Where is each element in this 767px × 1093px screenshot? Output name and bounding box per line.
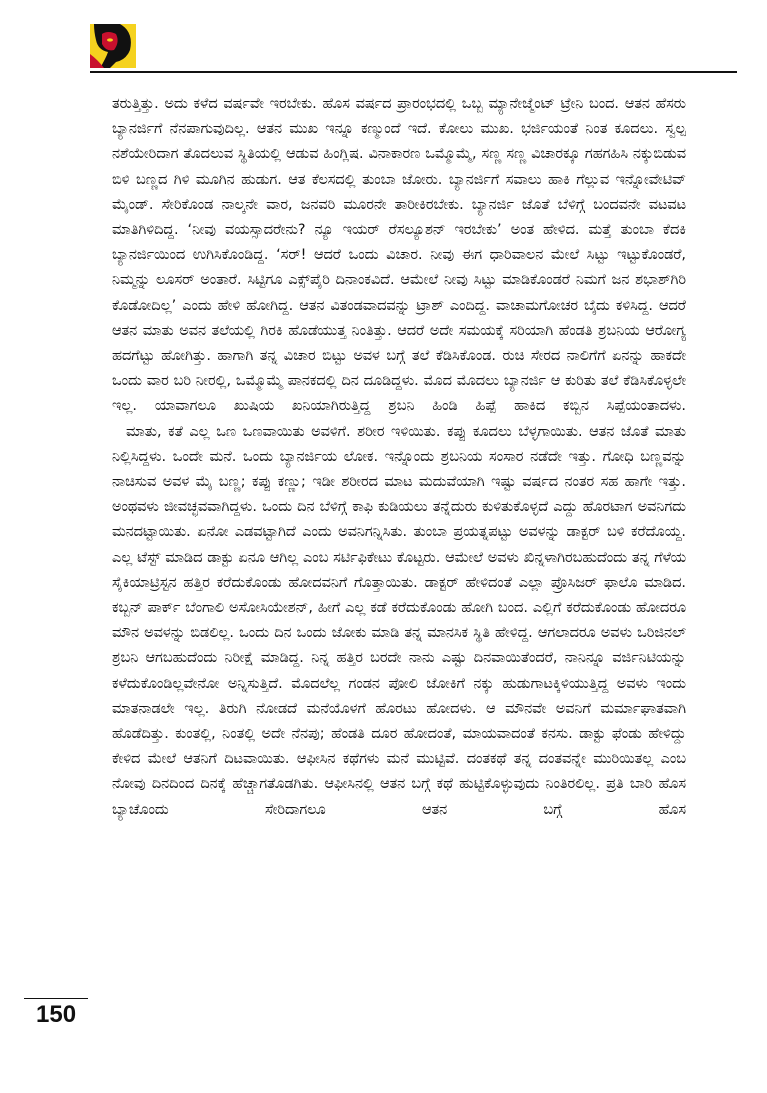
footer-rule xyxy=(24,998,88,999)
article-body xyxy=(112,92,686,823)
header-rule xyxy=(90,71,737,73)
magazine-logo-icon xyxy=(90,24,136,68)
paragraph-2: ಮಾತು, ಕತೆ ಎಲ್ಲ ಒಣ ಒಣವಾಯಿತು ಅವಳಿಗೆ. ಶರೀರ ಇಳಿಯಿತು. ಕಪ್ಪು ಕೂದಲು ಬೆಳ್ಳಗಾಯಿತು. ಆತನ ಜೊತೆ ಮಾತು ನಿಲ್ಲಿಸಿದ್ದಳು. ಒಂದೇ ಮನೆ. ಒಂದು ಬ್ಯಾನರ್ಜಿಯ ಲೋಕ. ಇನ್ನೊಂದು ಶ್ರಬನಿಯ ಸಂಸಾರ ನಡೆದೇ ಇತ್ತು. ಗೋಧಿ ಬಣ್ಣವನ್ನು ನಾಚಿಸುವ ಅವಳ ಮೈ ಬಣ್ಣ; ಕಪ್ಪು ಕಣ್ಣು; ಇಡೀ ಶರೀರದ ಮಾಟ ಮದುವೆಯಾಗಿ ಇಷ್ಟು ವರ್ಷದ ನಂತರ ಸಹ ಹಾಗೇ ಇತ್ತು. ಅಂಥವಳು ಜೀವಚ್ಛವವಾಗಿದ್ದಳು. ಒಂದು ದಿನ ಬೆಳಿಗ್ಗೆ ಕಾಫಿ ಕುಡಿಯಲು ತನ್ನೆದುರು ಕುಳಿತುಕೊಳ್ಳದೆ ಎದ್ದು ಹೊರಟಾಗ ಅವನಿಗದು ಮನದಟ್ಟಾಯಿತು. ಏನೋ ಎಡವಟ್ಟಾಗಿದೆ ಎಂದು ಅವನಿಗನ್ನಿಸಿತು. ತುಂಬಾ ಪ್ರಯತ್ನಪಟ್ಟು ಅವಳನ್ನು ಡಾಕ್ಟರ್ ಬಳಿ ಕರೆದೊಯ್ದ. ಎಲ್ಲ ಟೆಸ್ಟ್ ಮಾಡಿದ ಡಾಕ್ಟು ಏನೂ ಆಗಿಲ್ಲ ಎಂಬ ಸರ್ಟಿಫಿಕೇಟು ಕೊಟ್ಟರು. ಆಮೇಲೆ ಅವಳು ಖಿನ್ನಳಾಗಿರಬಹುದೆಂದು ತನ್ನ ಗೆಳೆಯ ಸೈಕಿಯಾಟ್ರಿಸ್ಟನ ಹತ್ತಿರ ಕರೆದುಕೊಂಡು ಹೋದವನಿಗೆ ಗೊತ್ತಾಯಿತು. ಡಾಕ್ಟರ್ ಹೇಳಿದಂತೆ ಎಲ್ಲಾ ಪ್ರೊಸಿಜರ್ ಫಾಲೊ ಮಾಡಿದ. ಕಬ್ಬನ್ ಪಾರ್ಕ್ ಬೆಂಗಾಲಿ ಅಸೋಸಿಯೇಶನ್, ಹೀಗೆ ಎಲ್ಲ ಕಡೆ ಕರೆದುಕೊಂಡು ಹೋಗಿ ಬಂದ. ಎಲ್ಲಿಗೆ ಕರೆದುಕೊಂಡು ಹೋದರೂ ಮೌನ ಅವಳನ್ನು ಬಿಡಲಿಲ್ಲ. ಒಂದು ದಿನ ಒಂದು ಜೋಕು ಮಾಡಿ ತನ್ನ ಮಾನಸಿಕ ಸ್ಥಿತಿ ಹೇಳಿದ್ದ. ಆಗಲಾದರೂ ಅವಳು ಒರಿಜಿನಲ್ ಶ್ರಬನಿ ಆಗಬಹುದೆಂದು ನಿರೀಕ್ಷೆ ಮಾಡಿದ್ದ. ನಿನ್ನ ಹತ್ತಿರ ಬರದೇ ನಾನು ಎಷ್ಟು ದಿನವಾಯಿತೆಂದರೆ, ನಾನಿನ್ನೂ ವರ್ಜಿನಿಟಿಯನ್ನು ಕಳೆದುಕೊಂಡಿಲ್ಲವೇನೋ ಅನ್ನಿಸುತ್ತಿದೆ. ಮೊದಲೆಲ್ಲ ಗಂಡನ ಪೋಲಿ ಜೋಕಿಗೆ ನಕ್ಕು ಹುಡುಗಾಟಕ್ಕಿಳಿಯುತ್ತಿದ್ದ ಅವಳು ಇಂದು ಮಾತನಾಡಲೇ ಇಲ್ಲ. ತಿರುಗಿ ನೋಡದೆ ಮನೆಯೊಳಗೆ ಹೊರಟು ಹೋದಳು. ಆ ಮೌನವೇ ಅವನಿಗೆ ಮರ್ಮಾಘಾತವಾಗಿ ಹೊಡೆದಿತ್ತು. ಕುಂತಲ್ಲಿ, ನಿಂತಲ್ಲಿ ಅದೇ ನೆನಪು; ಹೆಂಡತಿ ದೂರ ಹೋದಂತೆ, ಮಾಯವಾದಂತೆ ಕನಸು. ಡಾಕ್ಟು ಫೆಂಡು ಹೇಳಿದ್ದು ಕೇಳಿದ ಮೇಲೆ ಆತನಿಗೆ ದಿಟವಾಯಿತು. ಆಫೀಸಿನ ಕಥೆಗಳು ಮನೆ ಮುಟ್ಟಿವೆ. ದಂತಕಥೆ ತನ್ನ ದಂತವನ್ನೇ ಮುರಿಯಿತಲ್ಲ ಎಂಬ ನೋವು ದಿನದಿಂದ ದಿನಕ್ಕೆ ಹೆಚ್ಚಾಗತೊಡಗಿತು. ಆಫೀಸಿನಲ್ಲಿ ಆತನ ಬಗ್ಗೆ ಕಥೆ ಹುಟ್ಟಿಕೊಳ್ಳುವುದು ನಿಂತಿರಲಿಲ್ಲ. ಪ್ರತಿ ಬಾರಿ ಹೊಸ ಬ್ಯಾಚೊಂದು ಸೇರಿದಾಗಲೂ ಆತನ ಬಗ್ಗೆ ಹೊಸ xyxy=(112,423,686,818)
paragraph-1: ತರುತ್ತಿತ್ತು. ಅದು ಕಳೆದ ವರ್ಷವೇ ಇರಬೇಕು. ಹೊಸ ವರ್ಷದ ಪ್ರಾರಂಭದಲ್ಲಿ ಒಬ್ಬ ಮ್ಯಾನೇಜ್ಮೆಂಟ್ ಟ್ರೇನಿ ಬಂದ. ಆತನ ಹೆಸರು ಬ್ಯಾನರ್ಜಿಗೆ ನೆನಪಾಗುವುದಿಲ್ಲ. ಆತನ ಮುಖ ಇನ್ನೂ ಕಣ್ಮುಂದೆ ಇದೆ. ಕೋಲು ಮುಖ. ಭರ್ಜಿಯಂತೆ ನಿಂತ ಕೂದಲು. ಸ್ವಲ್ಪ ನಶೆಯೇರಿದಾಗ ತೊದಲುವ ಸ್ಥಿತಿಯಲ್ಲಿ ಆಡುವ ಹಿಂಗ್ಲಿಷ. ವಿನಾಕಾರಣ ಒಮ್ಮೊಮ್ಮೆ, ಸಣ್ಣ ಸಣ್ಣ ವಿಚಾರಕ್ಕೂ ಗಹಗಹಿಸಿ ನಕ್ಕುಬಿಡುವ ಬಿಳಿ ಬಣ್ಣದ ಗಿಳಿ ಮೂಗಿನ ಹುಡುಗ. ಆತ ಕೆಲಸದಲ್ಲಿ ತುಂಬಾ ಜೋರು. ಬ್ಯಾನರ್ಜಿಗೆ ಸವಾಲು ಹಾಕಿ ಗೆಲ್ಲುವ ಇನ್ನೋವೇಟಿವ್ ಮೈಂಡ್. ಸೇರಿಕೊಂಡ ನಾಲ್ಕನೇ ವಾರ, ಜನವರಿ ಮೂರನೇ ತಾರೀಕಿರಬೇಕು. ಬ್ಯಾನರ್ಜಿ ಜೊತೆ ಬೆಳಿಗ್ಗೆ ಬಂದವನೇ ವಟವಟ ಮಾತಿಗಿಳಿದಿದ್ದ. ‘ನೀವು ವಯಸ್ಸಾದರೇನು? ನ್ಯೂ ಇಯರ್ ರೆಸಲ್ಯೂಶನ್ ಇರಬೇಕು’ ಅಂತ ಹೇಳಿದ. ಮತ್ತೆ ತುಂಬಾ ಕೆದಕಿ ಬ್ಯಾನರ್ಜಿಯಿಂದ ಉಗಿಸಿಕೊಂಡಿದ್ದ. ‘ಸರ್! ಆದರೆ ಒಂದು ವಿಚಾರ. ನೀವು ಈಗ ಧಾರಿವಾಲನ ಮೇಲೆ ಸಿಟ್ಟು ಇಟ್ಟುಕೊಂಡರೆ, ನಿಮ್ಮನ್ನು ಲೂಸರ್ ಅಂತಾರೆ. ಸಿಟ್ಟಿಗೂ ಎಕ್ಸ್‌ಪೈರಿ ದಿನಾಂಕವಿದೆ. ಆಮೇಲೆ ನೀವು ಸಿಟ್ಟು ಮಾಡಿಕೊಂಡರೆ ನಿಮಗೆ ಜನ ಶಭಾಶ್‌ಗಿರಿ ಕೊಡೋದಿಲ್ಲ’ ಎಂದು ಹೇಳಿ ಹೋಗಿದ್ದ. ಆತನ ವಿತಂಡವಾದವನ್ನು ಟ್ರಾಶ್ ಎಂದಿದ್ದ. ವಾಚಾಮಗೋಚರ ಬೈದು ಕಳಿಸಿದ್ದ. ಆದರೆ ಆತನ ಮಾತು ಅವನ ತಲೆಯಲ್ಲಿ ಗಿರಕಿ ಹೊಡೆಯುತ್ತ ನಿಂತಿತ್ತು. ಆದರೆ ಅದೇ ಸಮಯಕ್ಕೆ ಸರಿಯಾಗಿ ಹೆಂಡತಿ ಶ್ರಬನಿಯ ಆರೋಗ್ಯ ಹದಗೆಟ್ಟು ಹೋಗಿತ್ತು. ಹಾಗಾಗಿ ತನ್ನ ವಿಚಾರ ಬಿಟ್ಟು ಅವಳ ಬಗ್ಗೆ ತಲೆ ಕೆಡಿಸಿಕೊಂಡ. ರುಚಿ ಸೇರದ ನಾಲಿಗೆಗೆ ಏನನ್ನು ಹಾಕದೇ ಒಂದು ವಾರ ಬರಿ ನೀರಲ್ಲಿ, ಒಮ್ಮೊಮ್ಮೆ ಪಾನಕದಲ್ಲಿ ದಿನ ದೂಡಿದ್ದಳು. ಮೊದ ಮೊದಲು ಬ್ಯಾನರ್ಜಿ ಆ ಕುರಿತು ತಲೆ ಕೆಡಿಸಿಕೊಳ್ಳಲೇ ಇಲ್ಲ. ಯಾವಾಗಲೂ ಖುಷಿಯ ಖನಿಯಾಗಿರುತ್ತಿದ್ದ ಶ್ರಬನಿ ಹಿಂಡಿ ಹಿಪ್ಪೆ ಹಾಕಿದ ಕಬ್ಬಿನ ಸಿಪ್ಪೆಯಂತಾದಳು. xyxy=(112,96,686,415)
page-number: 150 xyxy=(36,1001,77,1028)
